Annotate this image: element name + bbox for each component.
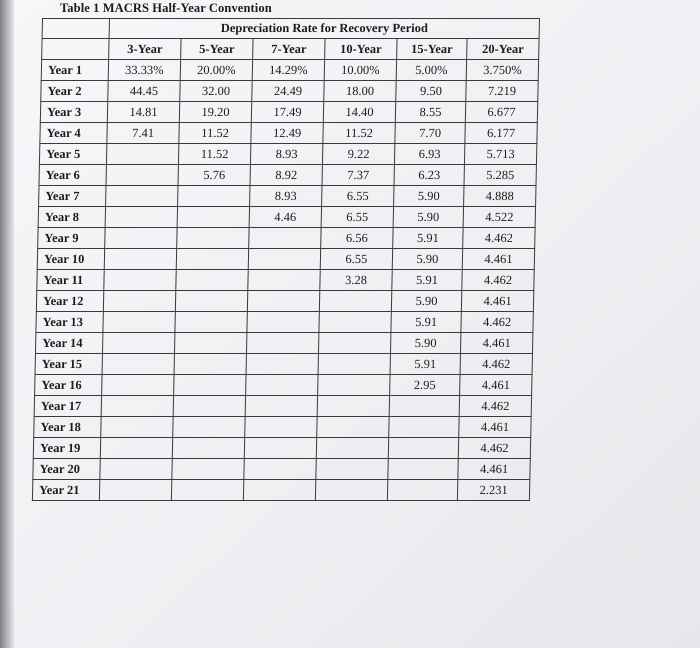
table-row: [34, 417, 532, 438]
table-cell: [316, 438, 388, 459]
table-cell: [175, 291, 247, 312]
table-cell: [249, 228, 321, 249]
table-cell: [173, 417, 245, 438]
table-cell: 6.23: [394, 165, 464, 186]
table-cell: 10.00%: [324, 60, 396, 81]
table-cell: 5.90: [394, 186, 464, 207]
table-cell: 6.56: [321, 228, 393, 249]
table-cell: [389, 417, 459, 438]
table-cell: [246, 354, 318, 375]
column-header: 15-Year: [397, 39, 467, 60]
table-row: [32, 480, 530, 501]
row-label: Year 2: [41, 81, 108, 102]
table-cell: [246, 375, 318, 396]
table-row: [35, 375, 533, 396]
table-cell: [171, 480, 243, 501]
table-row: [35, 354, 533, 375]
table-row: [33, 438, 531, 459]
table-cell: [245, 396, 317, 417]
table-cell: 11.52: [178, 144, 250, 165]
table-cell: 4.462: [460, 354, 533, 375]
table-cell: 4.888: [464, 186, 537, 207]
screen-edge-shadow: [0, 0, 14, 648]
table-cell: [318, 333, 390, 354]
table-cell: [387, 480, 457, 501]
table-row: [41, 81, 539, 102]
table-row: [37, 249, 535, 270]
table-row: [33, 459, 531, 480]
table-cell: 4.462: [461, 312, 534, 333]
row-label: Year 5: [39, 144, 106, 165]
table-cell: [104, 270, 176, 291]
row-label: Year 18: [34, 417, 101, 438]
row-label: Year 6: [39, 165, 106, 186]
table-cell: [105, 207, 177, 228]
table-cell: 5.90: [390, 333, 460, 354]
row-label: Year 7: [39, 186, 106, 207]
table-cell: [106, 165, 178, 186]
table-cell: [102, 375, 174, 396]
table-cell: 9.50: [396, 81, 466, 102]
table-cell: 9.22: [322, 144, 394, 165]
row-label: Year 3: [40, 102, 107, 123]
table-cell: 19.20: [179, 102, 251, 123]
table-cell: [103, 291, 175, 312]
table-cell: 8.93: [250, 186, 322, 207]
table-cell: [248, 249, 320, 270]
column-header: 20-Year: [467, 39, 540, 60]
table-row: [41, 60, 539, 81]
row-label: Year 4: [40, 123, 107, 144]
table-cell: [105, 228, 177, 249]
row-label: Year 16: [35, 375, 102, 396]
row-label: Year 8: [38, 207, 105, 228]
table-cell: 2.95: [390, 375, 460, 396]
table-cell: [247, 291, 319, 312]
row-label: Year 14: [35, 333, 102, 354]
table-cell: [172, 438, 244, 459]
row-label: Year 13: [36, 312, 103, 333]
table-cell: 6.177: [465, 123, 538, 144]
table-cell: 8.92: [250, 165, 322, 186]
table-cell: 7.219: [466, 81, 539, 102]
table-cell: [246, 333, 318, 354]
table-cell: [175, 312, 247, 333]
table-cell: 20.00%: [180, 60, 252, 81]
column-header: 7-Year: [253, 39, 325, 60]
row-label: Year 15: [35, 354, 102, 375]
table-cell: 6.93: [394, 144, 464, 165]
table-cell: 8.55: [395, 102, 465, 123]
table-cell: 33.33%: [108, 60, 180, 81]
table-cell: [319, 312, 391, 333]
table-cell: [388, 459, 458, 480]
table-cell: 4.461: [459, 417, 532, 438]
table-cell: [100, 459, 172, 480]
table-cell: 17.49: [251, 102, 323, 123]
table-cell: [174, 354, 246, 375]
table-body: [32, 60, 538, 501]
table-cell: 5.90: [392, 249, 462, 270]
table-cell: [315, 480, 387, 501]
table-cell: [102, 354, 174, 375]
table-cell: 14.40: [323, 102, 395, 123]
table-corner-cell-lower: [42, 39, 109, 60]
table-cell: 4.462: [459, 396, 532, 417]
table-cell: [245, 417, 317, 438]
table-cell: [178, 186, 250, 207]
table-cell: [174, 333, 246, 354]
table-cell: 5.91: [391, 312, 461, 333]
table-cell: [243, 480, 315, 501]
table-cell: 7.37: [322, 165, 394, 186]
group-header: Depreciation Rate for Recovery Period: [109, 19, 539, 39]
table-cell: 5.90: [393, 207, 463, 228]
table-cell: 3.750%: [466, 60, 539, 81]
row-label: Year 21: [32, 480, 99, 501]
table-cell: 8.93: [250, 144, 322, 165]
table-cell: 14.29%: [252, 60, 324, 81]
table-cell: [317, 396, 389, 417]
column-header: 10-Year: [325, 39, 397, 60]
macrs-depreciation-table: [32, 18, 540, 501]
table-cell: 4.461: [462, 249, 535, 270]
table-cell: 5.713: [464, 144, 537, 165]
table-cell: [388, 438, 458, 459]
table-cell: 32.00: [180, 81, 252, 102]
table-cell: 5.00%: [396, 60, 466, 81]
table-cell: 3.28: [320, 270, 392, 291]
table-cell: 44.45: [108, 81, 180, 102]
table-cell: 11.52: [323, 123, 395, 144]
table-cell: 7.41: [107, 123, 179, 144]
table-row: [38, 207, 536, 228]
table-cell: [248, 270, 320, 291]
table-cell: 12.49: [251, 123, 323, 144]
table-cell: 4.46: [249, 207, 321, 228]
row-label: Year 12: [36, 291, 103, 312]
row-label: Year 20: [33, 459, 100, 480]
table-cell: [244, 459, 316, 480]
table-cell: [173, 396, 245, 417]
row-label: Year 17: [34, 396, 101, 417]
table-row: [37, 270, 535, 291]
table-cell: [318, 375, 390, 396]
table-cell: [103, 312, 175, 333]
row-label: Year 19: [33, 438, 100, 459]
row-label: Year 10: [37, 249, 104, 270]
table-cell: 14.81: [107, 102, 179, 123]
table-row: [39, 144, 537, 165]
table-cell: 6.55: [322, 186, 394, 207]
table-corner-cell: [42, 19, 109, 39]
table-cell: [316, 459, 388, 480]
table-cell: 4.462: [463, 228, 536, 249]
table-cell: 6.677: [465, 102, 538, 123]
table-title: Table 1 MACRS Half-Year Convention: [60, 1, 272, 15]
table-cell: [176, 249, 248, 270]
table-cell: [318, 354, 390, 375]
table-row: [36, 291, 534, 312]
table-row: [38, 228, 536, 249]
table-cell: [176, 270, 248, 291]
table-cell: [174, 375, 246, 396]
table-cell: 18.00: [324, 81, 396, 102]
table-cell: [102, 333, 174, 354]
table-group-header-row: [42, 19, 539, 39]
table-cell: 4.522: [463, 207, 536, 228]
table-cell: [389, 396, 459, 417]
row-label: Year 9: [38, 228, 105, 249]
table-cell: [100, 438, 172, 459]
table-cell: 4.461: [460, 375, 533, 396]
table-cell: [101, 396, 173, 417]
table-cell: [106, 186, 178, 207]
table-cell: 2.231: [457, 480, 530, 501]
table-cell: [317, 417, 389, 438]
table-cell: 6.55: [321, 207, 393, 228]
table-cell: 5.90: [391, 291, 461, 312]
table-cell: [106, 144, 178, 165]
table-cell: 5.76: [178, 165, 250, 186]
table-row: [34, 396, 532, 417]
table-cell: [104, 249, 176, 270]
table-row: [40, 123, 538, 144]
table-cell: 5.91: [393, 228, 463, 249]
table-cell: 4.461: [460, 333, 533, 354]
table-column-header-row: [42, 39, 540, 60]
row-label: Year 1: [41, 60, 108, 81]
column-header: 3-Year: [109, 39, 181, 60]
table-cell: [177, 228, 249, 249]
column-header: 5-Year: [181, 39, 253, 60]
table-cell: 5.91: [392, 270, 462, 291]
table-cell: 5.285: [464, 165, 537, 186]
table-row: [39, 186, 537, 207]
table-cell: 4.462: [462, 270, 535, 291]
table-cell: 4.461: [461, 291, 534, 312]
table-row: [36, 312, 534, 333]
table-cell: [319, 291, 391, 312]
table-cell: 4.461: [458, 459, 531, 480]
table-cell: 7.70: [395, 123, 465, 144]
table-cell: [172, 459, 244, 480]
table-cell: [247, 312, 319, 333]
table-row: [40, 102, 538, 123]
table-row: [39, 165, 537, 186]
table-cell: [244, 438, 316, 459]
table-cell: 4.462: [458, 438, 531, 459]
row-label: Year 11: [37, 270, 104, 291]
table-cell: 24.49: [252, 81, 324, 102]
table-cell: [99, 480, 171, 501]
table-cell: [101, 417, 173, 438]
table-cell: 6.55: [320, 249, 392, 270]
table-cell: 11.52: [179, 123, 251, 144]
table-cell: 5.91: [390, 354, 460, 375]
table-row: [35, 333, 533, 354]
table-cell: [177, 207, 249, 228]
